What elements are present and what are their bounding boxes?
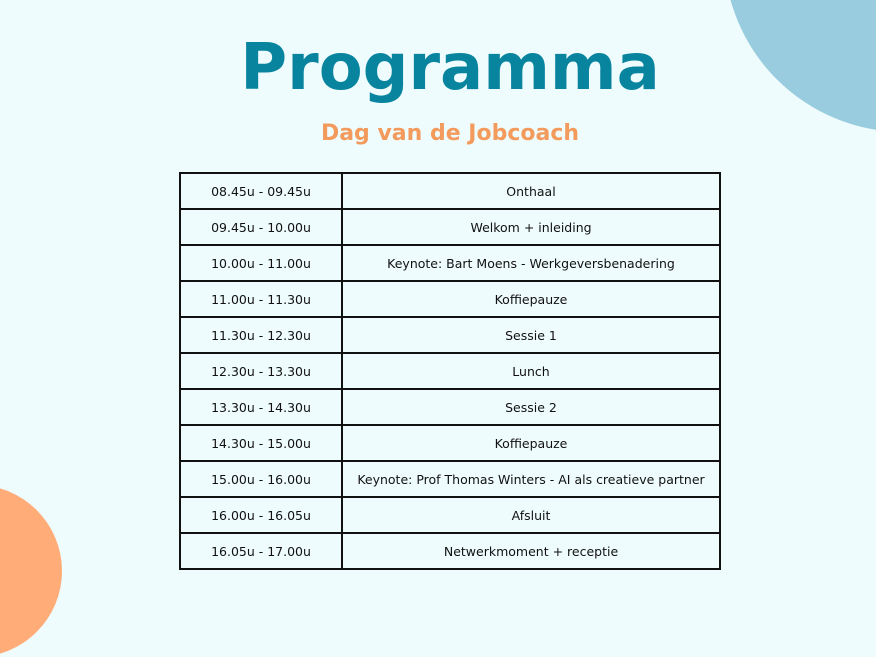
- table-row: [180, 497, 720, 533]
- time-cell: 13.30u - 14.30u: [180, 389, 342, 425]
- activity-cell: Onthaal: [342, 173, 720, 209]
- schedule-table: [179, 172, 721, 570]
- activity-cell: Netwerkmoment + receptie: [342, 533, 720, 569]
- time-cell: 16.00u - 16.05u: [180, 497, 342, 533]
- page-subtitle: Dag van de Jobcoach: [320, 121, 580, 146]
- table-row: [180, 353, 720, 389]
- table-row: [180, 389, 720, 425]
- table-row: [180, 461, 720, 497]
- activity-cell: Sessie 1: [342, 317, 720, 353]
- activity-cell: Keynote: Bart Moens - Werkgeversbenadering: [342, 245, 720, 281]
- table-row: [180, 533, 720, 569]
- table-row: [180, 425, 720, 461]
- table-row: [180, 209, 720, 245]
- time-cell: 16.05u - 17.00u: [180, 533, 342, 569]
- activity-cell: Afsluit: [342, 497, 720, 533]
- decorative-circle-bottom-left: [0, 485, 62, 657]
- time-cell: 08.45u - 09.45u: [180, 173, 342, 209]
- activity-cell: Sessie 2: [342, 389, 720, 425]
- table-row: [180, 317, 720, 353]
- time-cell: 15.00u - 16.00u: [180, 461, 342, 497]
- time-cell: 14.30u - 15.00u: [180, 425, 342, 461]
- activity-cell: Koffiepauze: [342, 425, 720, 461]
- time-cell: 11.30u - 12.30u: [180, 317, 342, 353]
- page-title: Programma: [240, 31, 660, 105]
- table-row: [180, 173, 720, 209]
- time-cell: 11.00u - 11.30u: [180, 281, 342, 317]
- table-row: [180, 281, 720, 317]
- time-cell: 09.45u - 10.00u: [180, 209, 342, 245]
- activity-cell: Koffiepauze: [342, 281, 720, 317]
- activity-cell: Lunch: [342, 353, 720, 389]
- activity-cell: Keynote: Prof Thomas Winters - AI als creatieve partner: [342, 461, 720, 497]
- time-cell: 12.30u - 13.30u: [180, 353, 342, 389]
- activity-cell: Welkom + inleiding: [342, 209, 720, 245]
- time-cell: 10.00u - 11.00u: [180, 245, 342, 281]
- table-row: [180, 245, 720, 281]
